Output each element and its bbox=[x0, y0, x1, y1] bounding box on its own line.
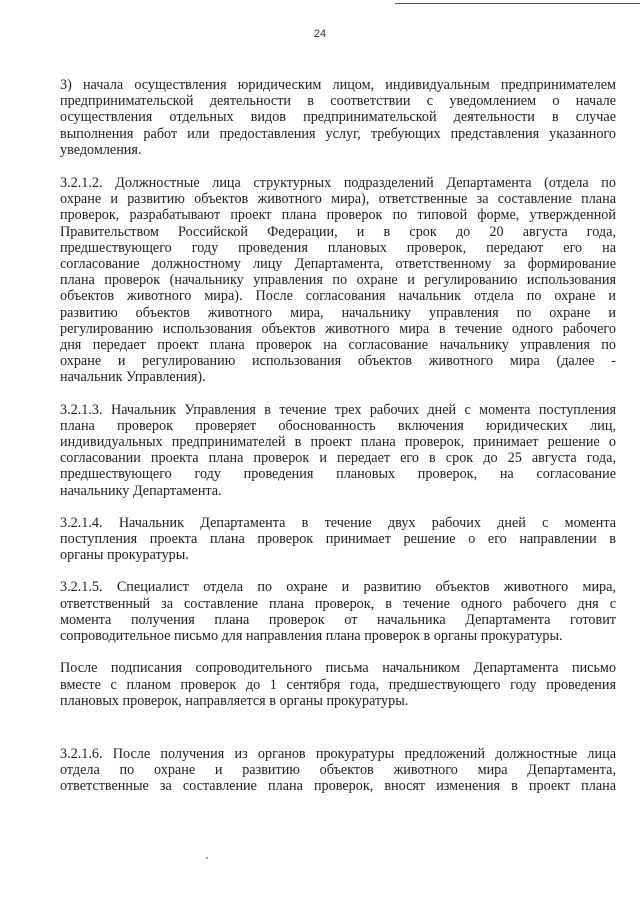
paragraph-after-signing bbox=[60, 660, 616, 709]
text-line: момента получения плана проверок от начальника Департамента готовит bbox=[60, 611, 616, 628]
page-body bbox=[60, 77, 616, 795]
paragraph-1 bbox=[60, 77, 616, 158]
text-line: 3) начала осуществления юридическим лицом, индивидуальным предпринимателем bbox=[60, 77, 616, 93]
top-edge-line bbox=[395, 3, 640, 4]
text-line: предшествующего году проведения плановых проверок, на согласование bbox=[60, 466, 616, 483]
text-line: охране и развитию объектов животного мира), ответственные за составление плана bbox=[60, 191, 616, 208]
text-line: После подписания сопроводительного письма начальником Департамента письмо bbox=[60, 660, 616, 677]
text-line: индивидуальных предпринимателей в проект плана проверок, принимает решение о bbox=[60, 434, 616, 451]
paragraph-3-2-1-2 bbox=[60, 175, 616, 386]
text-line: предпринимательской деятельности в соответствии с уведомлением о начале bbox=[60, 93, 616, 110]
text-line: 3.2.1.4. Начальник Департамента в течение двух рабочих дней с момента bbox=[60, 514, 616, 531]
page-number: 24 bbox=[313, 28, 327, 40]
text-line: объектов животного мира). После согласования начальник отдела по охране и bbox=[60, 288, 616, 305]
text-line: начальник Управления). bbox=[60, 369, 206, 386]
text-line: вместе с планом проверок до 1 сентября года, предшествующего году проведения bbox=[60, 676, 616, 693]
paragraph-3-2-1-4 bbox=[60, 515, 616, 564]
text-line: охране и регулированию использования объектов животного мира (далее - bbox=[60, 353, 616, 370]
text-line: ответственные за составление плана проверок, вносят изменения в проект плана bbox=[60, 778, 616, 795]
text-line: плановых проверок, направляется в органы прокуратуры. bbox=[60, 692, 409, 709]
text-line: 3.2.1.6. После получения из органов прокуратуры предложений должностные лица bbox=[60, 745, 616, 762]
paragraph-3-2-1-3 bbox=[60, 402, 616, 499]
text-line: поступления проекта плана проверок принимает решение о его направлении в bbox=[60, 531, 616, 548]
text-line: начальнику Департамента. bbox=[60, 482, 222, 499]
text-line: дня передает проект плана проверок на согласование начальнику управления по bbox=[60, 337, 616, 354]
text-line: сопроводительное письмо для направления плана проверок в органы прокуратуры. bbox=[60, 628, 563, 645]
text-line: Правительством Российской Федерации, и в срок до 20 августа года, bbox=[60, 223, 616, 240]
text-line: отдела по охране и развитию объектов животного мира Департамента, bbox=[60, 762, 616, 779]
text-line: предшествующего году проведения плановых проверок, передают его на bbox=[60, 239, 616, 256]
text-line: плана проверок проверяет обоснованность включения юридических лиц, bbox=[60, 417, 616, 434]
text-line: проверок, разрабатывают проект плана проверок по типовой форме, утвержденной bbox=[60, 207, 616, 224]
text-line: 3.2.1.3. Начальник Управления в течение трех рабочих дней с момента поступления bbox=[60, 401, 616, 418]
text-line: плана проверок (начальнику управления по охране и регулированию использования bbox=[60, 272, 616, 289]
text-line: выполнения работ или предоставления услуг, требующих представления указанного bbox=[60, 125, 616, 142]
text-line: согласовании проекта плана проверок и передает его в срок до 25 августа года, bbox=[60, 450, 616, 467]
text-line: 3.2.1.2. Должностные лица структурных подразделений Департамента (отдела по bbox=[60, 175, 616, 192]
text-line: осуществления отдельных видов предпринимательской деятельности в случае bbox=[60, 109, 616, 126]
paragraph-3-2-1-6 bbox=[60, 746, 616, 795]
text-line: согласование должностному лицу Департамента, ответственному за формирование bbox=[60, 256, 616, 273]
text-line: 3.2.1.5. Специалист отдела по охране и развитию объектов животного мира, bbox=[60, 579, 616, 596]
text-line: регулированию использования объектов животного мира в течение одного рабочего bbox=[60, 320, 616, 337]
text-line: органы прокуратуры. bbox=[60, 547, 189, 564]
text-line: ответственный за составление плана проверок, в течение одного рабочего дня с bbox=[60, 595, 616, 612]
text-line: уведомления. bbox=[60, 141, 142, 158]
paragraph-3-2-1-5 bbox=[60, 579, 616, 644]
text-line: развитию объектов животного мира, начальнику управления по охране и bbox=[60, 304, 616, 321]
scan-speck bbox=[206, 857, 208, 859]
